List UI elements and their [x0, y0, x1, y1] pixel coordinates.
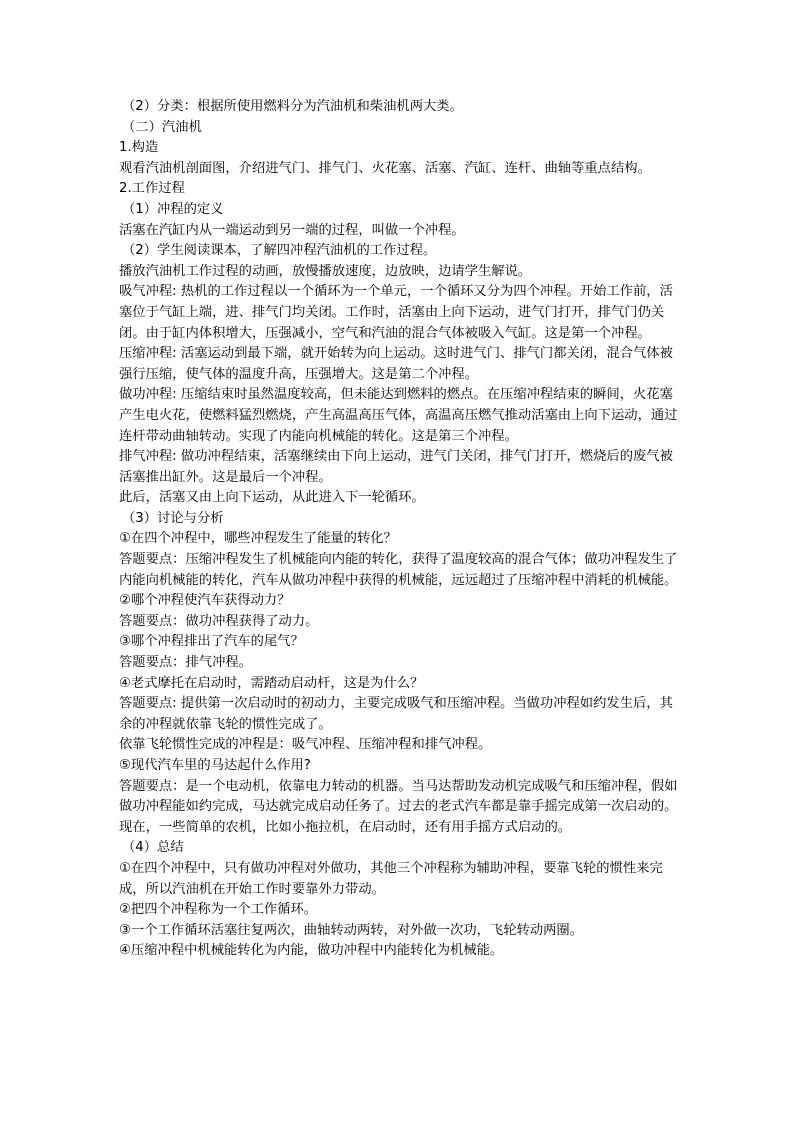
paragraph-power-stroke: 做功冲程: 压缩结束时虽然温度较高，但未能达到燃料的燃点。在压缩冲程结束的瞬间，火花塞产生电火花，使燃料猛烈燃烧，产生高温高压气体，高温高压燃气推动活塞由上向下运动，通过连杆带动曲轴转动。实现了内能向机械能的转化。这是第三个冲程。 [119, 387, 678, 444]
paragraph-stroke-definition: 活塞在汽缸内从一端运动到另一端的过程，叫做一个冲程。 [119, 222, 465, 238]
heading-stroke-definition: （1）冲程的定义 [122, 201, 224, 217]
paragraph-next-cycle: 此后，活塞又由上向下运动，从此进入下一轮循环。 [119, 490, 425, 506]
answer-1: 答题要点：压缩冲程发生了机械能向内能的转化，获得了温度较高的混合气体；做功冲程发生了内能向机械能的转化，汽车从做功冲程中获得的机械能，远远超过了压缩冲程中消耗的机械能。 [119, 552, 678, 588]
question-5: ⑤现代汽车里的马达起什么作用? [119, 758, 311, 773]
paragraph-flywheel-strokes: 依靠飞轮惯性完成的冲程是：吸气冲程、压缩冲程和排气冲程。 [119, 737, 492, 753]
paragraph-classification: （2）分类：根据所使用燃料分为汽油机和柴油机两大类。 [122, 99, 463, 114]
paragraph-compression-stroke: 压缩冲程: 活塞运动到最下端，就开始转为向上运动。这时进气门、排气门都关闭，混合气体被强行压缩，使气体的温度升高，压强增大。这是第二个冲程。 [119, 346, 673, 382]
summary-item-1: ①在四个冲程中，只有做功冲程对外做功，其他三个冲程称为辅助冲程，要靠飞轮的惯性来完成，所以汽油机在开始工作时要靠外力带动。 [119, 860, 663, 897]
answer-2: 答题要点：做功冲程获得了动力。 [119, 613, 319, 629]
summary-item-4: ④压缩冲程中机械能转化为内能，做功冲程中内能转化为机械能。 [119, 943, 504, 959]
paragraph-structure: 观看汽油机剖面图，介绍进气门、排气门、火花塞、活塞、汽缸、连杆、曲轴等重点结构。 [119, 160, 651, 176]
paragraph-reading: （2）学生阅读课本，了解四冲程汽油机的工作过程。 [122, 243, 437, 259]
question-1: ①在四个冲程中，哪些冲程发生了能量的转化？ [119, 531, 397, 547]
answer-5: 答题要点：是一个电动机，依靠电力转动的机器。当马达帮助发动机完成吸气和压缩冲程，假如做功冲程能如约完成，马达就完成启动任务了。过去的老式汽车都是靠手摇完成第一次启动的。现在，一些简单的农机，比如小拖拉机，在启动时，还有用手摇方式启动的。 [119, 778, 678, 835]
answer-3: 答题要点：排气冲程。 [119, 655, 252, 671]
paragraph-intake-stroke: 吸气冲程: 热机的工作过程以一个循环为一个单元，一个循环又分为四个冲程。开始工作前，活塞位于气缸上端，进、排气门均关闭。工作时，活塞由上向下运动，进气门打开，排气门仍关闭。由于缸内体积增大，压强减小，空气和汽油的混合气体被吸入气缸。这是第一个冲程。 [119, 284, 673, 341]
answer-4: 答题要点: 提供第一次启动时的初动力，主要完成吸气和压缩冲程。当做功冲程如约发生后，其余的冲程就依靠飞轮的惯性完成了。 [119, 696, 673, 732]
summary-item-2: ②把四个冲程称为一个工作循环。 [119, 902, 318, 918]
heading-summary: （4）总结 [122, 840, 184, 856]
paragraph-animation: 播放汽油机工作过程的动画，放慢播放速度，边放映，边请学生解说。 [119, 263, 532, 279]
heading-gasoline-engine: （二）汽油机 [122, 119, 202, 135]
summary-item-3: ③一个工作循环活塞往复两次，曲轴转动两转，对外做一次功，飞轮转动两圈。 [119, 922, 584, 938]
paragraph-exhaust-stroke: 排气冲程: 做功冲程结束，活塞继续由下向上运动，进气门关闭，排气门打开，燃烧后的废气被活塞推出缸外。这是最后一个冲程。 [119, 449, 673, 485]
heading-working-process: 2.工作过程 [119, 181, 185, 197]
heading-structure: 1.构造 [119, 140, 159, 156]
document-body [119, 97, 679, 962]
heading-discussion: （3）讨论与分析 [122, 510, 224, 526]
question-2: ②哪个冲程使汽车获得动力？ [119, 593, 291, 609]
question-3: ③哪个冲程排出了汽车的尾气？ [119, 634, 304, 650]
question-4: ④老式摩托在启动时，需踏动启动杆，这是为什么？ [119, 675, 424, 691]
